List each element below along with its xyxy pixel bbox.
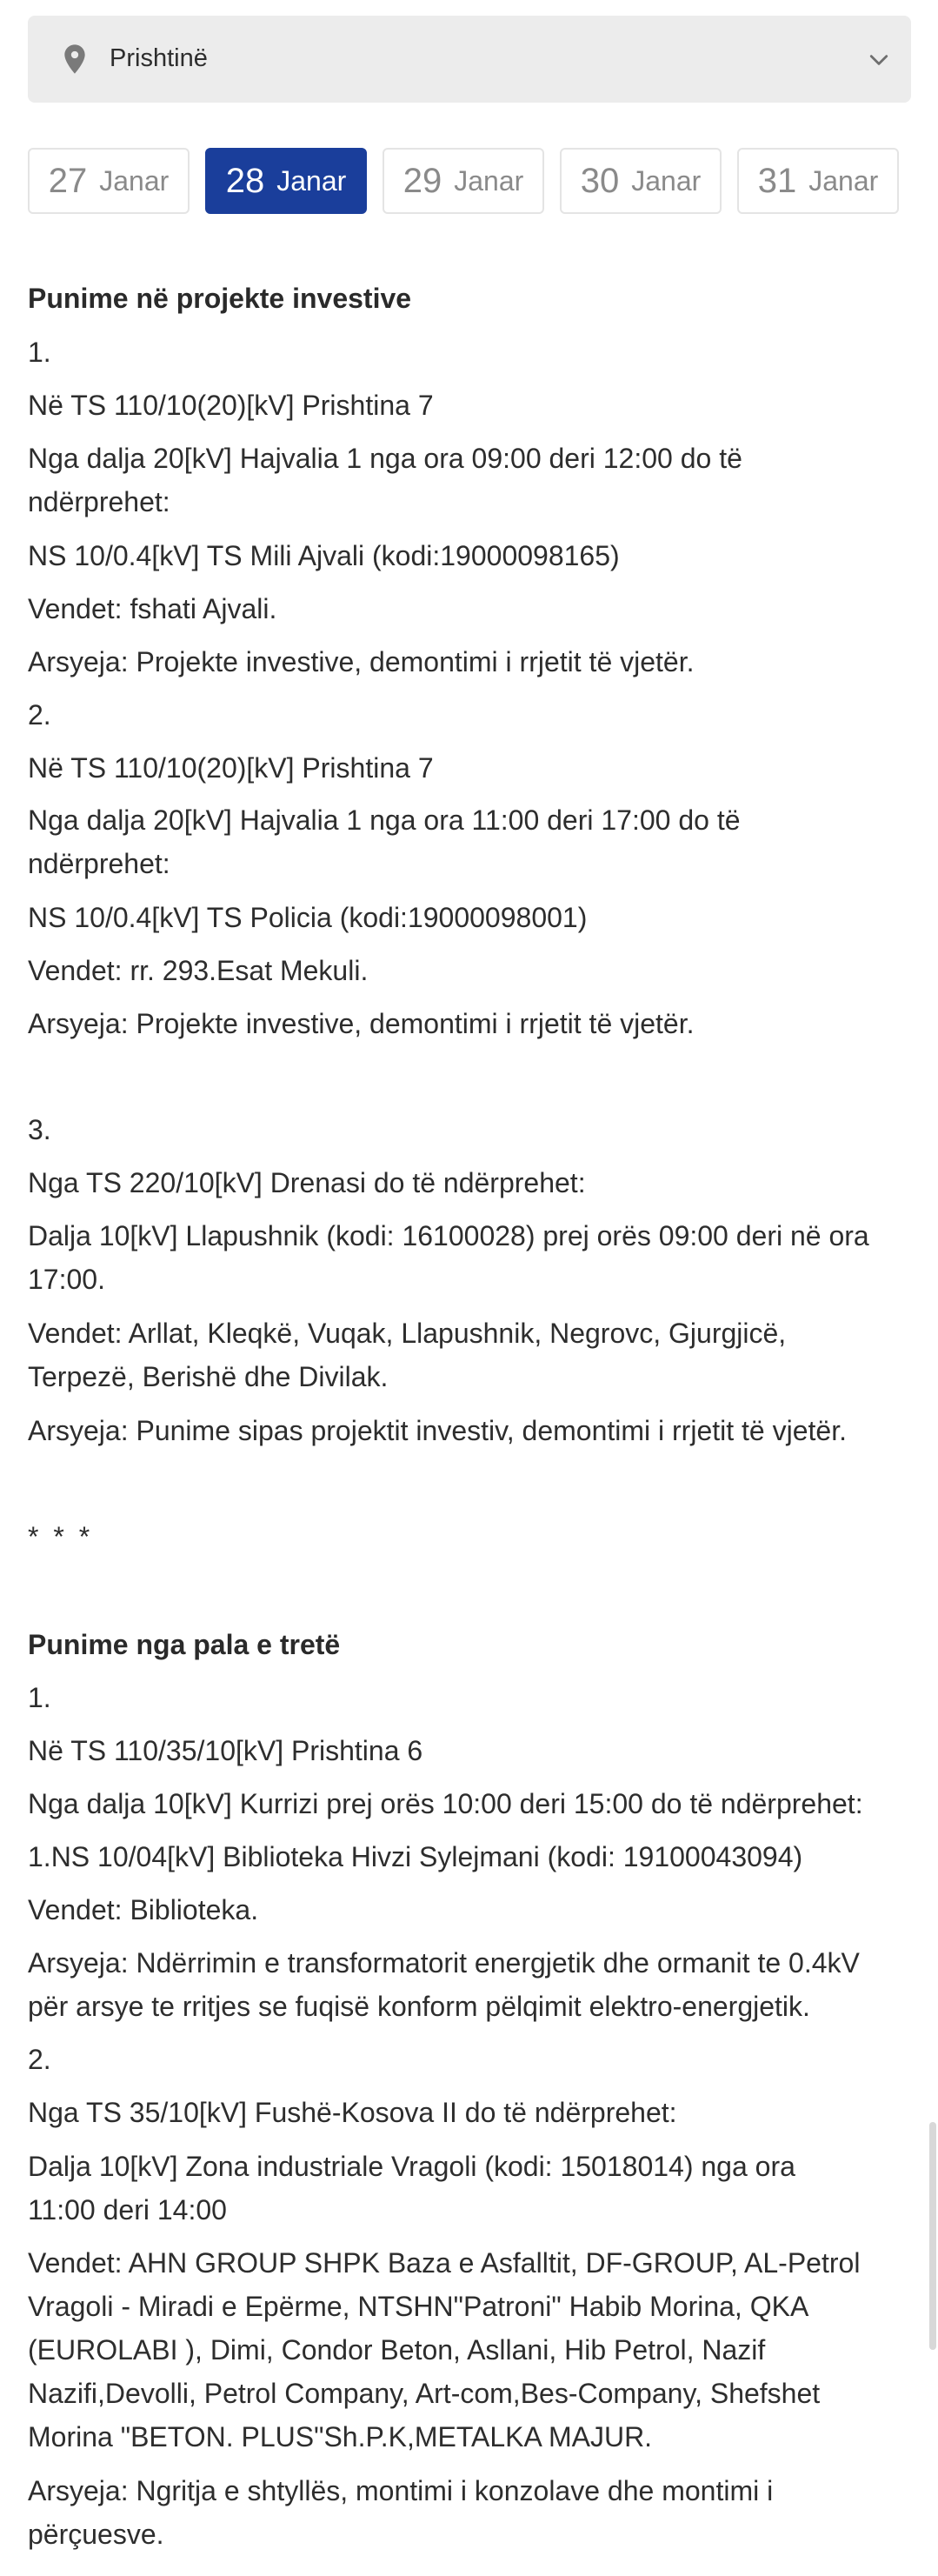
date-tab-27[interactable] bbox=[28, 148, 190, 214]
item-line: Dalja 10[kV] Zona industriale Vragoli (kodi: 15018014) nga ora bbox=[28, 2151, 795, 2182]
item-line: 1.NS 10/04[kV] Biblioteka Hivzi Sylejmani (kodi: 19100043094) bbox=[28, 1841, 803, 1872]
item-line: Vendet: Arllat, Kleqkë, Vuqak, Llapushnik, Negrovc, Gjurgjicë, bbox=[28, 1318, 787, 1349]
date-day: 31 bbox=[757, 162, 797, 200]
item-number: 2. bbox=[28, 2044, 51, 2075]
item-line: Nga dalja 10[kV] Kurrizi prej orës 10:00 deri 15:00 do të ndërprehet: bbox=[28, 1788, 863, 1819]
city-select-value: Prishtinë bbox=[110, 44, 208, 72]
date-tab-29[interactable] bbox=[383, 148, 544, 214]
item-line: Vendet: rr. 293.Esat Mekuli. bbox=[28, 955, 369, 986]
date-month: Janar bbox=[276, 165, 347, 197]
date-day: 27 bbox=[48, 162, 88, 200]
item-line: Nga dalja 20[kV] Hajvalia 1 nga ora 11:00 deri 17:00 do të bbox=[28, 804, 741, 836]
date-tab-28[interactable] bbox=[205, 148, 367, 214]
section-separator: * * * bbox=[28, 1521, 94, 1552]
date-day: 28 bbox=[225, 162, 265, 200]
item-line: 11:00 deri 14:00 bbox=[28, 2194, 227, 2226]
item-line: Dalja 10[kV] Llapushnik (kodi: 16100028) prej orës 09:00 deri në ora bbox=[28, 1220, 869, 1251]
item-line: përçuesve. bbox=[28, 2519, 164, 2550]
date-month: Janar bbox=[454, 165, 524, 197]
item-line: Vendet: fshati Ajvali. bbox=[28, 593, 277, 624]
item-number: 1. bbox=[28, 337, 51, 368]
item-line: ndërprehet: bbox=[28, 486, 170, 517]
item-line: Nazifi,Devolli, Petrol Company, Art-com,Bes-Company, Shefshet bbox=[28, 2378, 821, 2409]
date-month: Janar bbox=[631, 165, 702, 197]
date-day: 30 bbox=[580, 162, 620, 200]
item-line: Arsyeja: Projekte investive, demontimi i rrjetit të vjetër. bbox=[28, 1008, 695, 1039]
item-line: NS 10/0.4[kV] TS Policia (kodi:19000098001) bbox=[28, 902, 588, 933]
item-line: (EUROLABI ), Dimi, Condor Beton, Asllani, Hib Petrol, Nazif bbox=[28, 2334, 766, 2366]
chevron-down-icon[interactable] bbox=[866, 47, 892, 73]
item-line: Arsyeja: Punime sipas projektit investiv, demontimi i rrjetit të vjetër. bbox=[28, 1415, 847, 1446]
item-line: Arsyeja: Ngritja e shtyllës, montimi i konzolave dhe montimi i bbox=[28, 2475, 774, 2506]
date-tab-30[interactable] bbox=[560, 148, 722, 214]
item-line: ndërprehet: bbox=[28, 848, 170, 879]
item-line: për arsye te rritjes se fuqisë konform pëlqimit elektro-energjetik. bbox=[28, 1991, 810, 2022]
item-line: Arsyeja: Ndërrimin e transformatorit energjetik dhe ormanit te 0.4kV bbox=[28, 1947, 860, 1979]
item-line: Morina "BETON. PLUS"Sh.P.K,METALKA MAJUR. bbox=[28, 2421, 653, 2453]
item-line: Nga TS 35/10[kV] Fushë-Kosova II do të ndërprehet: bbox=[28, 2097, 677, 2128]
item-line: Nga dalja 20[kV] Hajvalia 1 nga ora 09:00 deri 12:00 do të bbox=[28, 443, 742, 474]
section-title-investive: Punime në projekte investive bbox=[28, 283, 412, 314]
item-line: Arsyeja: Projekte investive, demontimi i rrjetit të vjetër. bbox=[28, 646, 695, 677]
item-line: Në TS 110/35/10[kV] Prishtina 6 bbox=[28, 1735, 423, 1766]
item-line: 17:00. bbox=[28, 1264, 105, 1295]
item-number: 3. bbox=[28, 1114, 51, 1145]
item-number: 1. bbox=[28, 1682, 51, 1713]
date-month: Janar bbox=[99, 165, 170, 197]
item-line: Nga TS 220/10[kV] Drenasi do të ndërprehet: bbox=[28, 1167, 586, 1198]
location-pin-icon bbox=[57, 42, 92, 77]
item-line: Vragoli - Miradi e Epërme, NTSHN"Patroni" Habib Morina, QKA bbox=[28, 2291, 809, 2322]
item-line: Në TS 110/10(20)[kV] Prishtina 7 bbox=[28, 390, 434, 421]
date-tab-31[interactable] bbox=[737, 148, 899, 214]
date-month: Janar bbox=[808, 165, 879, 197]
item-line: Vendet: AHN GROUP SHPK Baza e Asfalltit, DF-GROUP, AL-Petrol bbox=[28, 2247, 861, 2279]
date-day: 29 bbox=[402, 162, 442, 200]
item-line: Terpezë, Berishë dhe Divilak. bbox=[28, 1361, 389, 1392]
scrollbar[interactable] bbox=[929, 2122, 936, 2350]
item-number: 2. bbox=[28, 699, 51, 731]
section-title-third-party: Punime nga pala e tretë bbox=[28, 1629, 341, 1660]
item-line: Vendet: Biblioteka. bbox=[28, 1894, 259, 1925]
item-line: NS 10/0.4[kV] TS Mili Ajvali (kodi:19000098165) bbox=[28, 540, 620, 571]
date-tabs bbox=[28, 148, 911, 216]
item-line: Në TS 110/10(20)[kV] Prishtina 7 bbox=[28, 752, 434, 784]
